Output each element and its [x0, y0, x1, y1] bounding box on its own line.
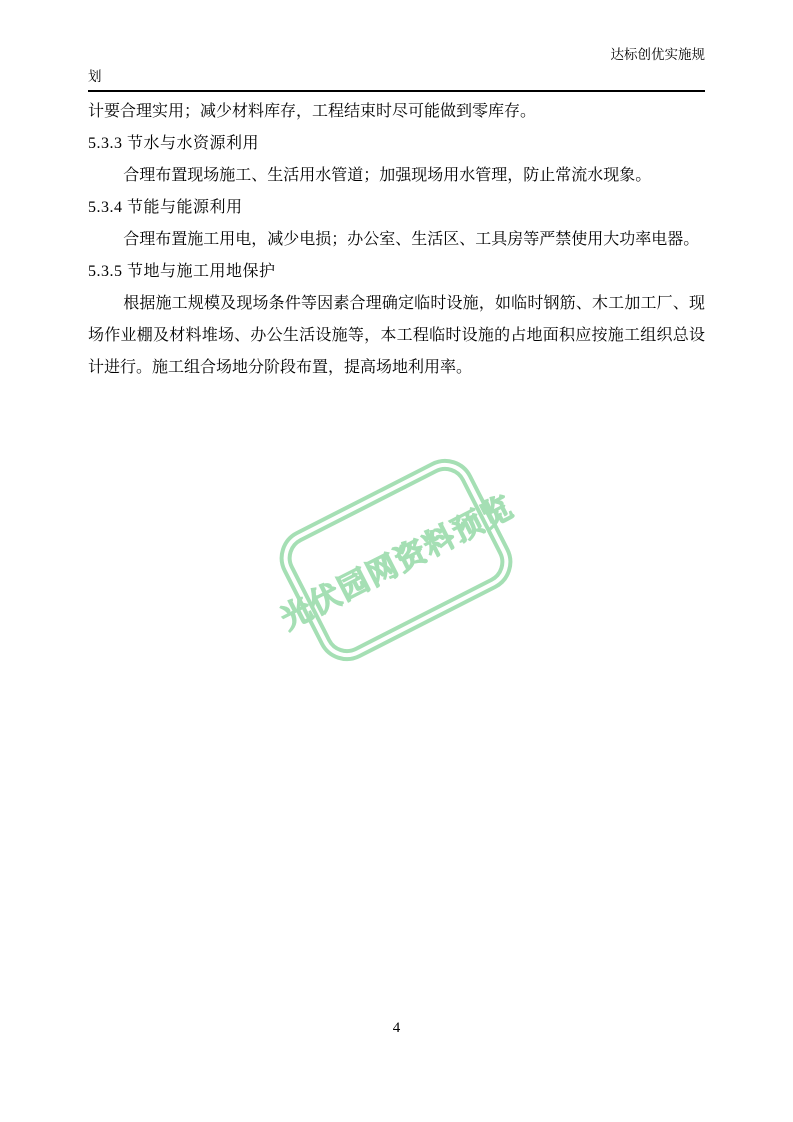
- page-footer: [0, 1018, 793, 1038]
- page-content: [88, 45, 705, 384]
- watermark-text: 光伏园网资料预览: [276, 490, 520, 636]
- section-paragraph-5-3-3: 合理布置现场施工、生活用水管道；加强现场用水管理，防止常流水现象。: [123, 167, 652, 184]
- page-number: 4: [392, 1020, 401, 1036]
- document-body: [88, 96, 705, 384]
- header-title-line1: 达标创优实施规: [610, 47, 705, 62]
- paragraph-continuation: 计要合理实用；减少材料库存，工程结束时尽可能做到零库存。: [88, 103, 537, 120]
- section-heading-5-3-5: 5.3.5 节地与施工用地保护: [88, 263, 276, 280]
- section-heading-5-3-3: 5.3.3 节水与水资源利用: [88, 135, 260, 152]
- section-paragraph-5-3-5: 根据施工规模及现场条件等因素合理确定临时设施，如临时钢筋、木工加工厂、现场作业棚及材料堆场、办公生活设施等，本工程临时设施的占地面积应按施工组织总设计进行。施工组合场地分阶段布置，提高场地利用率。: [88, 295, 705, 376]
- section-paragraph-5-3-4: 合理布置施工用电，减少电损；办公室、生活区、工具房等严禁使用大功率电器。: [123, 231, 700, 248]
- page-header: [88, 45, 705, 92]
- section-heading-5-3-4: 5.3.4 节能与能源利用: [88, 199, 243, 216]
- watermark-stamp: [269, 449, 522, 672]
- header-title-line2: 划: [88, 69, 102, 84]
